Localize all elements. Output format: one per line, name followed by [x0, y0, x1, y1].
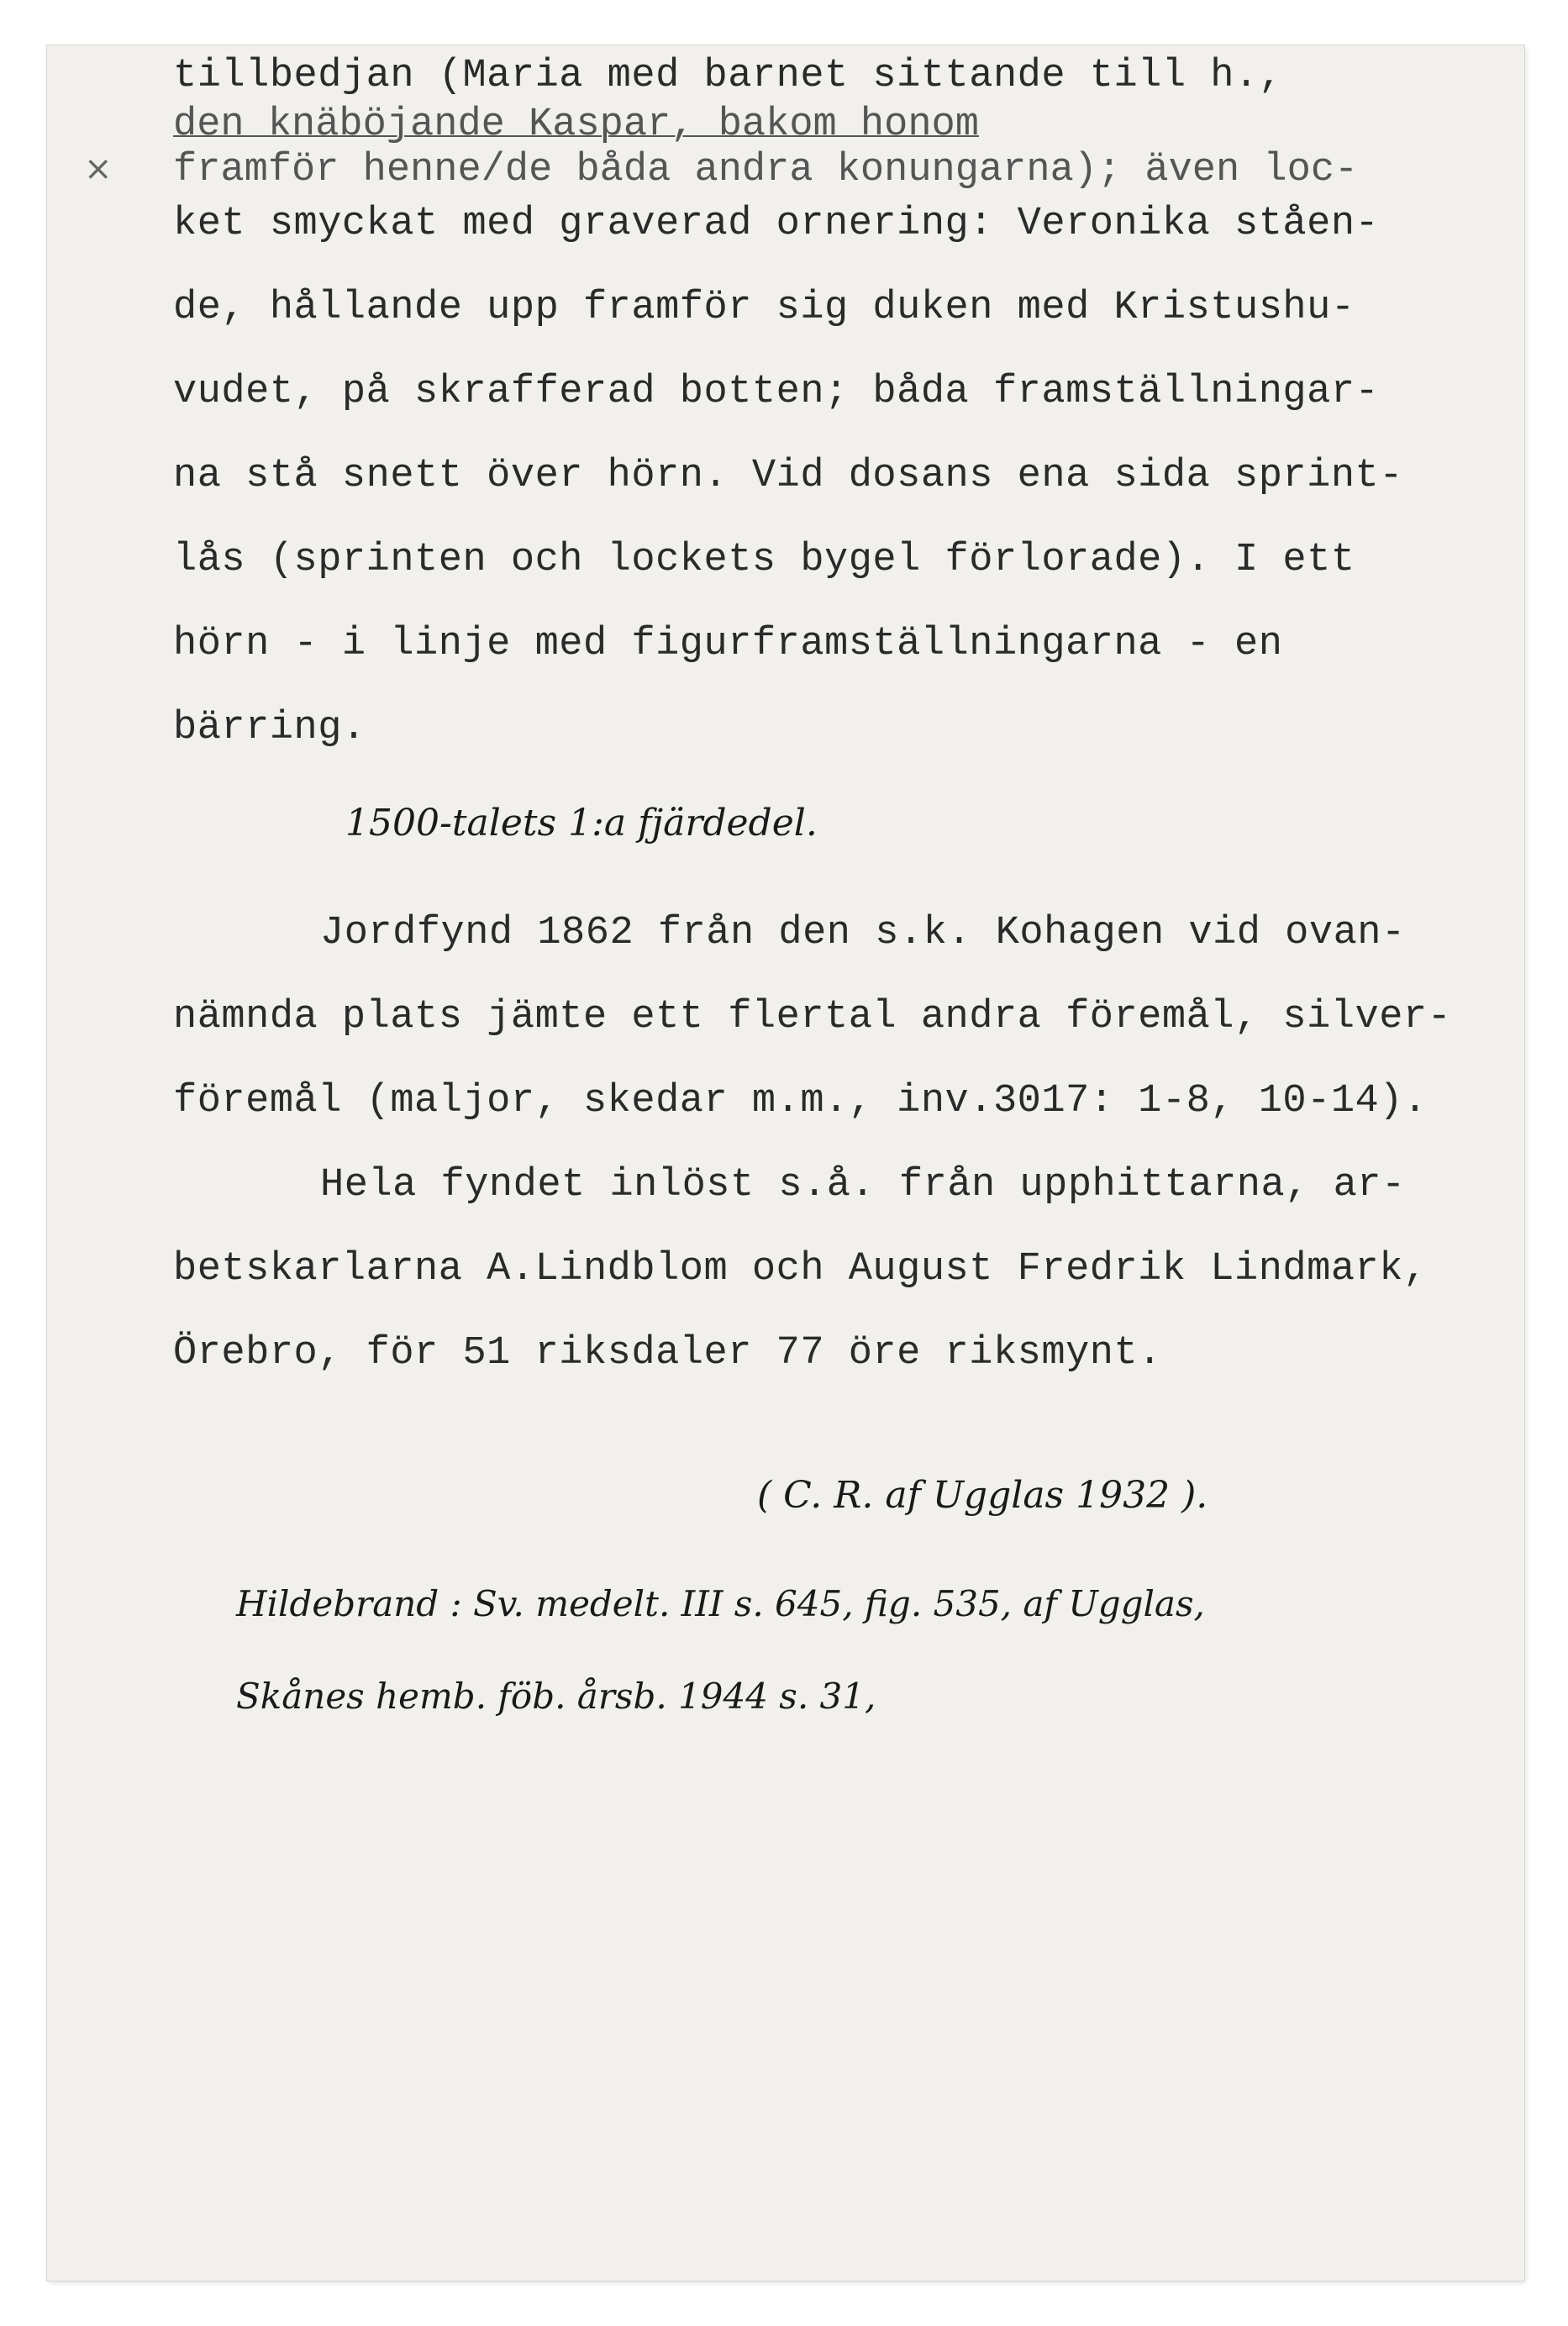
text-line-7: na stå snett över hörn. Vid dosans ena sida sprint-	[173, 454, 1403, 498]
text-line-1: tillbedjan (Maria med barnet sittande till h.,	[173, 54, 1283, 98]
find-line-5: betskarlarna A.Lindblom och August Fredrik Lindmark,	[173, 1247, 1428, 1292]
text-line-8: lås (sprinten och lockets bygel förlorade). I ett	[173, 538, 1355, 582]
handwritten-dating: 1500-talets 1:a fjärdedel.	[345, 802, 818, 845]
text-line-2-struck: den knäböjande Kaspar, bakom honom	[173, 103, 979, 147]
handwritten-reference-1: Hildebrand : Sv. medelt. III s. 645, fig. 535, af Ugglas,	[236, 1583, 1205, 1624]
text-line-6: vudet, på skrafferad botten; båda framställningar-	[173, 370, 1380, 414]
find-line-3: föremål (maljor, skedar m.m., inv.3017: 1-8, 10-14).	[173, 1079, 1428, 1124]
handwritten-reference-2: Skånes hemb. föb. årsb. 1944 s. 31,	[236, 1676, 876, 1717]
text-line-5: de, hållande upp framför sig duken med Kristushu-	[173, 286, 1355, 330]
find-line-1: Jordfynd 1862 från den s.k. Kohagen vid ovan-	[320, 911, 1406, 955]
find-line-6: Örebro, för 51 riksdaler 77 öre riksmynt.	[173, 1331, 1162, 1376]
find-line-4: Hela fyndet inlöst s.å. från upphittarna, ar-	[320, 1163, 1406, 1208]
document-page	[47, 45, 1524, 2281]
margin-cross-mark: ×	[84, 150, 113, 188]
handwritten-signature: ( C. R. af Ugglas 1932 ).	[757, 1474, 1208, 1517]
text-line-10: bärring.	[173, 706, 366, 750]
text-line-4: ket smyckat med graverad ornering: Veronika ståen-	[173, 202, 1380, 246]
find-line-2: nämnda plats jämte ett flertal andra föremål, silver-	[173, 995, 1452, 1039]
text-line-3-struck: framför henne/de båda andra konungarna); även loc-	[173, 148, 1359, 192]
text-line-9: hörn - i linje med figurframställningarna - en	[173, 622, 1283, 666]
